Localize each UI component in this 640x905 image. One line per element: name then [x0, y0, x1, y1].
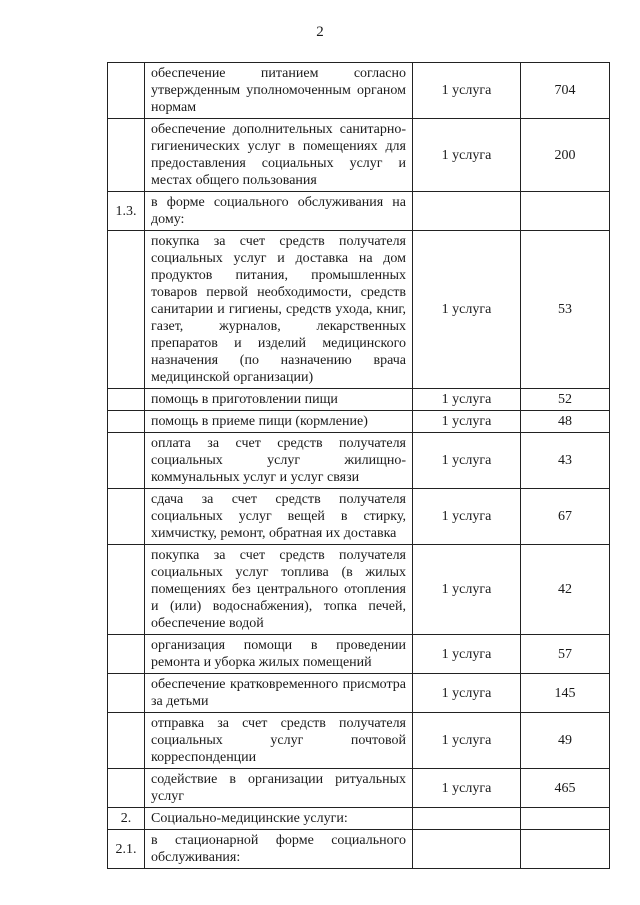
row-number-cell [108, 489, 145, 545]
service-name-cell: сдача за счет средств получателя социальных услуг вещей в стирку, химчистку, ремонт, обратная их доставка [145, 489, 413, 545]
price-cell [521, 192, 610, 231]
row-number-cell [108, 769, 145, 808]
page-number: 2 [316, 24, 324, 40]
row-number-cell [108, 63, 145, 119]
unit-cell [413, 808, 521, 830]
table-row [108, 192, 610, 231]
table-row [108, 635, 610, 674]
table-row [108, 411, 610, 433]
service-name-cell: в стационарной форме социального обслуживания: [145, 830, 413, 869]
table-row [108, 769, 610, 808]
unit-cell: 1 услуга [413, 769, 521, 808]
service-name-cell: в форме социального обслуживания на дому: [145, 192, 413, 231]
row-number-cell [108, 635, 145, 674]
service-name-cell: помощь в приеме пищи (кормление) [145, 411, 413, 433]
unit-cell: 1 услуга [413, 713, 521, 769]
services-price-table [107, 62, 610, 869]
row-number-cell: 1.3. [108, 192, 145, 231]
table-row [108, 674, 610, 713]
service-name-cell: организация помощи в проведении ремонта и уборка жилых помещений [145, 635, 413, 674]
service-name-cell: покупка за счет средств получателя социальных услуг и доставка на дом продуктов питания, промышленных товаров первой необходимости, средств санитарии и гигиены, средств ухода, книг, газет, журналов, лекарственных препаратов и изделий медицинского назначения (по назначению врача медицинской организации) [145, 231, 413, 389]
price-cell [521, 808, 610, 830]
unit-cell: 1 услуга [413, 674, 521, 713]
price-cell: 48 [521, 411, 610, 433]
row-number-cell [108, 231, 145, 389]
row-number-cell: 2. [108, 808, 145, 830]
price-cell [521, 830, 610, 869]
table-row [108, 63, 610, 119]
price-cell: 49 [521, 713, 610, 769]
service-name-cell: покупка за счет средств получателя социальных услуг топлива (в жилых помещениях без центрального отопления и (или) водоснабжения), топка печей, обеспечение водой [145, 545, 413, 635]
service-name-cell: помощь в приготовлении пищи [145, 389, 413, 411]
unit-cell: 1 услуга [413, 545, 521, 635]
price-cell: 57 [521, 635, 610, 674]
service-name-cell: Социально-медицинские услуги: [145, 808, 413, 830]
row-number-cell: 2.1. [108, 830, 145, 869]
table-row [108, 389, 610, 411]
unit-cell: 1 услуга [413, 489, 521, 545]
price-cell: 53 [521, 231, 610, 389]
unit-cell: 1 услуга [413, 411, 521, 433]
service-name-cell: обеспечение дополнительных санитарно-гигиенических услуг в помещениях для предоставления социальных услуг и местах общего пользования [145, 119, 413, 192]
table-row [108, 433, 610, 489]
table-row [108, 119, 610, 192]
price-cell: 145 [521, 674, 610, 713]
unit-cell: 1 услуга [413, 119, 521, 192]
unit-cell [413, 830, 521, 869]
row-number-cell [108, 713, 145, 769]
row-number-cell [108, 411, 145, 433]
table-row [108, 808, 610, 830]
price-cell: 465 [521, 769, 610, 808]
service-name-cell: обеспечение кратковременного присмотра за детьми [145, 674, 413, 713]
table-row [108, 830, 610, 869]
table-row [108, 489, 610, 545]
unit-cell: 1 услуга [413, 63, 521, 119]
price-cell: 43 [521, 433, 610, 489]
unit-cell: 1 услуга [413, 389, 521, 411]
service-name-cell: оплата за счет средств получателя социальных услуг жилищно-коммунальных услуг и услуг связи [145, 433, 413, 489]
row-number-cell [108, 119, 145, 192]
price-cell: 704 [521, 63, 610, 119]
service-name-cell: отправка за счет средств получателя социальных услуг почтовой корреспонденции [145, 713, 413, 769]
price-cell: 67 [521, 489, 610, 545]
row-number-cell [108, 389, 145, 411]
price-cell: 42 [521, 545, 610, 635]
table-row [108, 545, 610, 635]
row-number-cell [108, 433, 145, 489]
unit-cell: 1 услуга [413, 433, 521, 489]
service-name-cell: обеспечение питанием согласно утвержденным уполномоченным органом нормам [145, 63, 413, 119]
price-cell: 200 [521, 119, 610, 192]
table-body [108, 63, 610, 869]
service-name-cell: содействие в организации ритуальных услуг [145, 769, 413, 808]
table-row [108, 231, 610, 389]
table-row [108, 713, 610, 769]
price-cell: 52 [521, 389, 610, 411]
unit-cell [413, 192, 521, 231]
unit-cell: 1 услуга [413, 635, 521, 674]
unit-cell: 1 услуга [413, 231, 521, 389]
row-number-cell [108, 545, 145, 635]
row-number-cell [108, 674, 145, 713]
